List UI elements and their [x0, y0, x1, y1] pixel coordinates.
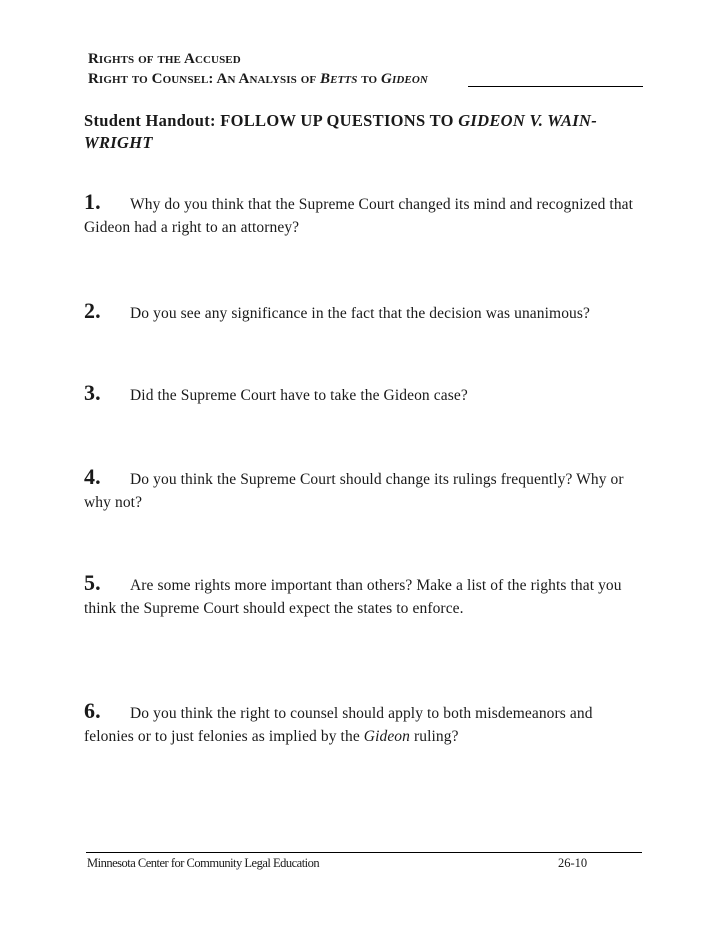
question-text-before: Do you think the right to counsel should apply to both misdemeanors and felonies or to just felonies as implied by the [84, 705, 593, 745]
question-number: 6. [84, 698, 101, 723]
question-text: Are some rights more important than others? Make a list of the rights that you think the Supreme Court should expect the states to enforce. [84, 577, 622, 617]
footer-organization: Minnesota Center for Community Legal Education [87, 856, 320, 870]
question-text-italic: Gideon [363, 728, 411, 745]
question-number: 4. [84, 464, 101, 489]
question-number: 5. [84, 570, 101, 595]
question-4 [84, 465, 644, 514]
title-prefix: Student Handout: FOLLOW UP QUESTIONS TO [84, 111, 459, 130]
header-line-1: Rights of the Accused [88, 51, 241, 67]
header-betts: Betts [320, 71, 358, 87]
question-6 [84, 699, 644, 748]
question-number: 3. [84, 380, 101, 405]
title-case-name: GIDEON V. WAIN-WRIGHT [84, 111, 598, 152]
question-2 [84, 299, 644, 325]
question-text: Do you see any significance in the fact that the decision was unanimous? [130, 305, 591, 322]
footer-rule [86, 852, 642, 853]
question-number: 1. [84, 189, 101, 214]
footer-page-number: 26-10 [558, 856, 588, 870]
question-text: Why do you think that the Supreme Court changed its mind and recognized that Gideon had a right to an attorney? [84, 196, 634, 236]
header-line-2-mid: to [357, 71, 382, 87]
question-text: Did the Supreme Court have to take the Gideon case? [130, 387, 468, 404]
question-text: Do you think the Supreme Court should change its rulings frequently? Why or why not? [84, 471, 624, 511]
header-gideon: Gideon [381, 71, 428, 87]
header-line-2 [88, 70, 428, 88]
question-text-after: ruling? [410, 728, 459, 745]
question-5 [84, 571, 644, 620]
question-number: 2. [84, 298, 101, 323]
handout-title [84, 110, 644, 154]
question-3 [84, 381, 644, 407]
header-line-2-prefix: Right to Counsel: An Analysis of [88, 71, 321, 87]
header-rule [468, 86, 643, 87]
question-1 [84, 190, 644, 239]
